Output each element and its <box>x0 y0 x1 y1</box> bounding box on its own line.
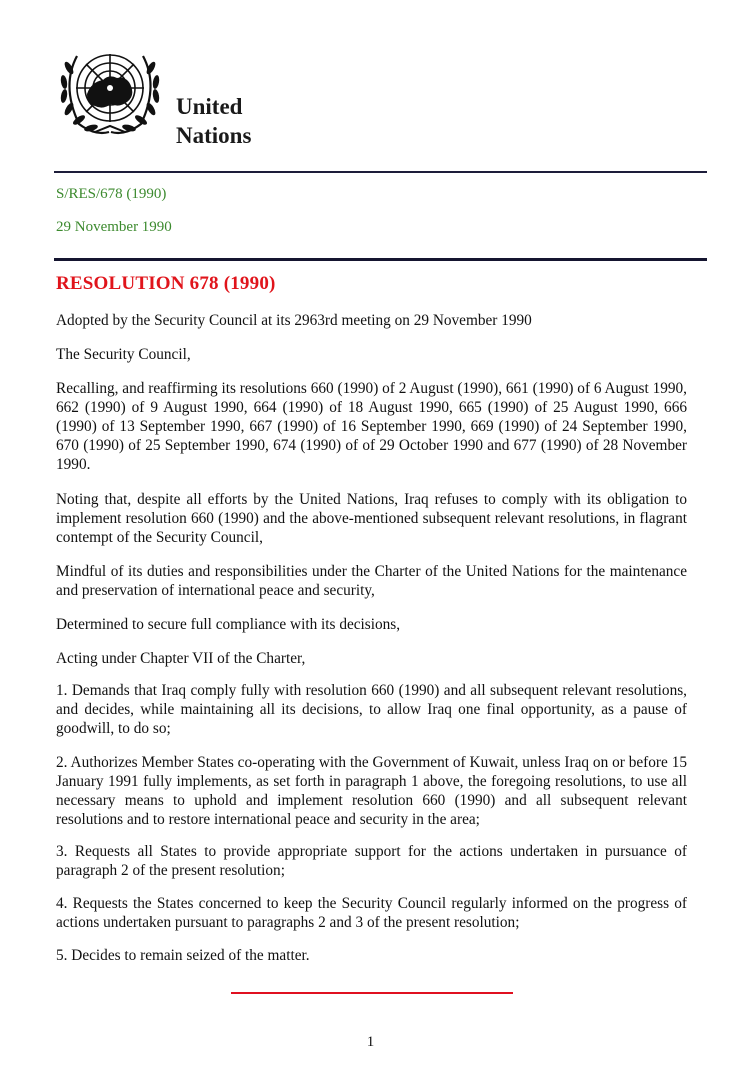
organization-name <box>176 92 251 150</box>
title-divider <box>54 258 707 261</box>
preamble-mindful: Mindful of its duties and responsibilities under the Charter of the United Nations for the maintenance and preservation of international peace and security, <box>56 563 687 599</box>
operative-paragraph-5: 5. Decides to remain seized of the matter. <box>56 947 310 964</box>
operative-paragraph-2: 2. Authorizes Member States co-operating with the Government of Kuwait, unless Iraq on or before 15 January 1991 fully implements, as set forth in paragraph 1 above, the foregoing resolutions, to use all necessary means to uphold and implement resolution 660 (1990) and all subsequent relevant resolutions and to restore international peace and security in the area; <box>56 754 687 828</box>
preamble-determined: Determined to secure full compliance with its decisions, <box>56 616 401 633</box>
page-number: 1 <box>366 1034 375 1050</box>
org-name-line1: United <box>176 94 243 119</box>
preamble-noting: Noting that, despite all efforts by the United Nations, Iraq refuses to comply with its obligation to implement resolution 660 (1990) and the above-mentioned subsequent relevant resolutions, in flagrant contempt of the Security Council, <box>56 491 687 546</box>
operative-paragraph-1: 1. Demands that Iraq comply fully with resolution 660 (1990) and all subsequent relevant resolutions, and decides, while maintaining all its decisions, to allow Iraq one final opportunity, as a pause of goodwill, to do so; <box>56 682 687 737</box>
operative-paragraph-4: 4. Requests the States concerned to keep the Security Council regularly informed on the progress of actions undertaken pursuant to paragraphs 2 and 3 of the present resolution; <box>56 895 687 931</box>
adoption-statement: Adopted by the Security Council at its 2963rd meeting on 29 November 1990 <box>56 312 532 329</box>
operative-paragraph-3: 3. Requests all States to provide appropriate support for the actions undertaken in pursuance of paragraph 2 of the present resolution; <box>56 843 687 879</box>
preamble-recalling: Recalling, and reaffirming its resolutions 660 (1990) of 2 August (1990), 661 (1990) of 6 August 1990, 662 (1990) of 9 August 1990, 664 (1990) of 18 August 1990, 665 (1990) of 25 August 1990, 666 (1990) of 13 September 1990, 667 (1990) of 16 September 1990, 669 (1990) of 24 September 1990, 670 (1990) of 25 September 1990, 674 (1990) of of 29 October 1990 and 677 (1990) of 28 November 1990. <box>56 380 687 473</box>
preamble-acting: Acting under Chapter VII of the Charter, <box>56 650 306 667</box>
resolution-title: RESOLUTION 678 (1990) <box>56 273 276 294</box>
header-divider <box>54 171 707 173</box>
document-symbol: S/RES/678 (1990) <box>56 186 167 202</box>
addressee: The Security Council, <box>56 346 191 363</box>
org-name-line2: Nations <box>176 123 252 148</box>
document-date: 29 November 1990 <box>56 219 172 235</box>
un-emblem-icon <box>57 46 163 138</box>
end-divider <box>231 992 513 994</box>
